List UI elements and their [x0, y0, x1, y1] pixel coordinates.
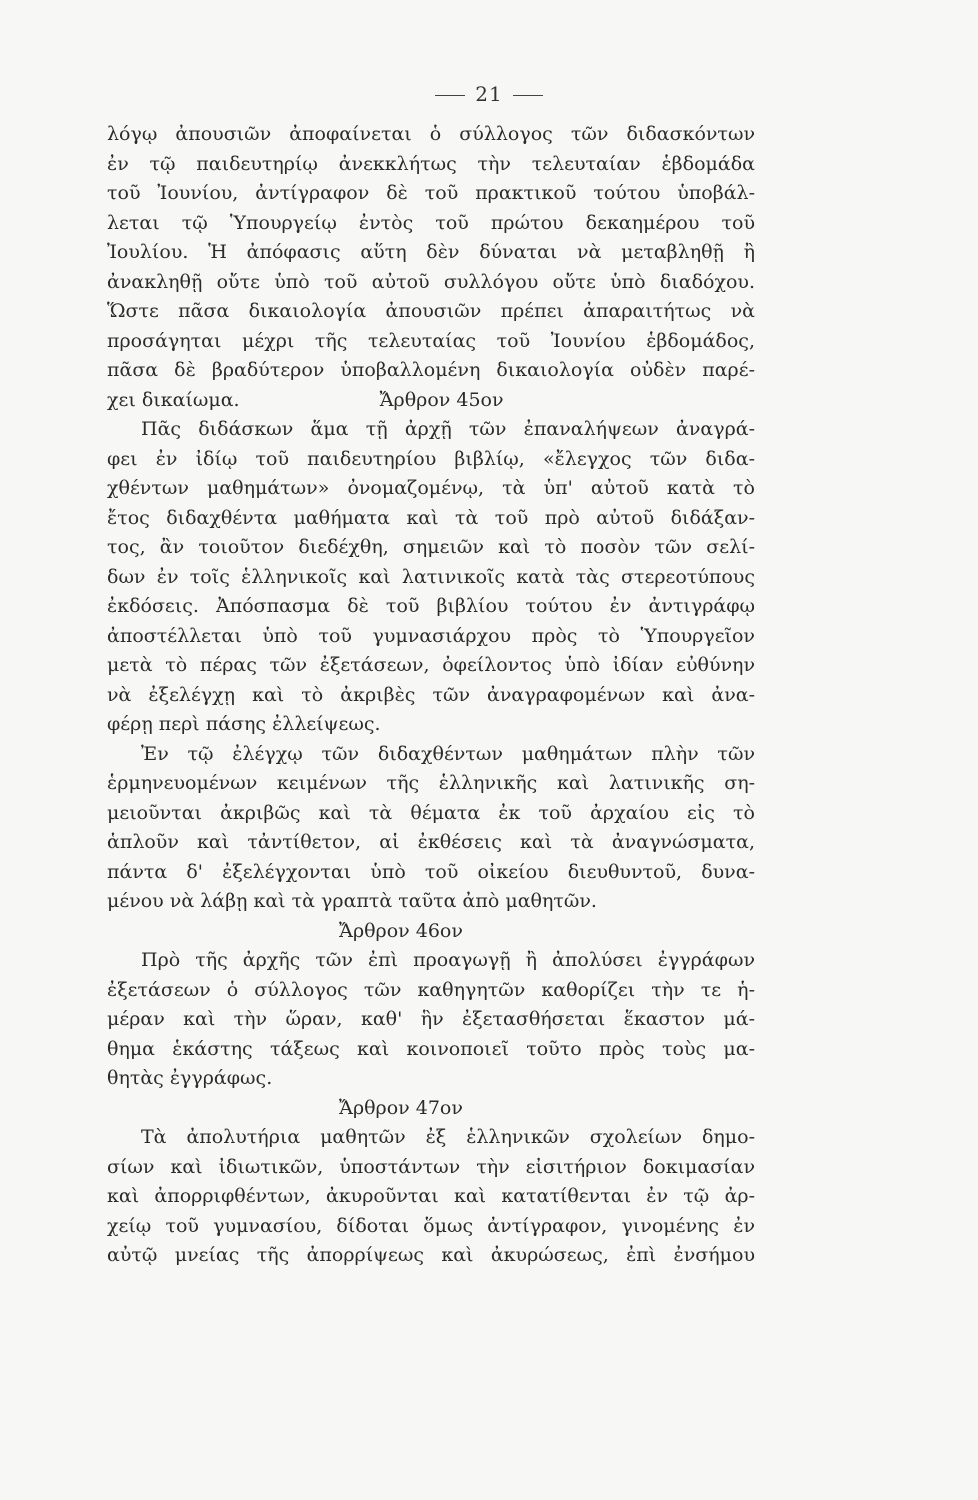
text-line: τος, ἂν τοιοῦτον διεδέχθη, σημειῶν καὶ τὸ ποσὸν τῶν σελί- — [107, 536, 755, 558]
text-line: πᾶσα δὲ βραδύτερον ὑποβαλλομένη δικαιολογία οὐδὲν παρέ- — [107, 359, 755, 381]
text-line: ἐξετάσεων ὁ σύλλογος τῶν καθηγητῶν καθορίζει τὴν τε ἡ- — [107, 978, 755, 1001]
text-line: μετὰ τὸ πέρας τῶν ἐξετάσεων, ὀφείλοντος ὑπὸ ἰδίαν εὐθύνην — [107, 654, 755, 676]
article-heading-47: Ἄρθρον 47ον — [339, 1096, 463, 1119]
text-line: φει ἐν ἰδίῳ τοῦ παιδευτηρίου βιβλίῳ, «ἔλεγχος τῶν διδα- — [107, 447, 755, 470]
text-line: θητὰς ἐγγράφως. — [107, 1067, 273, 1089]
text-line: χείῳ τοῦ γυμνασίου, δίδοται ὅμως ἀντίγραφον, γινομένης ἐν — [107, 1214, 755, 1237]
text-line: χθέντων μαθημάτων» ὀνομαζομένῳ, τὰ ὑπ' αὐτοῦ κατὰ τὸ — [107, 477, 755, 499]
page-number-text: 21 — [475, 82, 503, 106]
text-line: ἐν τῷ παιδευτηρίῳ ἀνεκκλήτως τὴν τελευταίαν ἑβδομάδα — [107, 152, 755, 175]
text-line: λόγῳ ἀπουσιῶν ἀποφαίνεται ὁ σύλλογος τῶν διδασκόντων — [107, 123, 755, 145]
text-line: Πᾶς διδάσκων ἅμα τῇ ἀρχῇ τῶν ἐπαναλήψεων ἀναγρά- — [141, 418, 755, 440]
dash-right — [513, 95, 543, 96]
body-text — [107, 120, 755, 1271]
text-line: Τὰ ἀπολυτήρια μαθητῶν ἐξ ἑλληνικῶν σχολείων δημο- — [141, 1126, 755, 1148]
text-line: ἁπλοῦν καὶ τἀντίθετον, αἱ ἐκθέσεις καὶ τὰ ἀναγνώσματα, — [107, 831, 755, 853]
article-heading-46: Ἄρθρον 46ον — [339, 919, 463, 942]
text-line: νὰ ἐξελέγχῃ καὶ τὸ ἀκριβὲς τῶν ἀναγραφομένων καὶ ἀνα- — [107, 683, 755, 706]
text-line: ἑρμηνευομένων κειμένων τῆς ἑλληνικῆς καὶ λατινικῆς ση- — [107, 772, 755, 794]
article-heading-45: Ἄρθρον 45ον — [379, 388, 504, 411]
text-line: θημα ἑκάστης τάξεως καὶ κοινοποιεῖ τοῦτο πρὸς τοὺς μα- — [107, 1037, 755, 1060]
text-line: ἐκδόσεις. Ἀπόσπασμα δὲ τοῦ βιβλίου τούτου ἐν ἀντιγράφῳ — [107, 595, 755, 617]
text-line-end: χει δικαίωμα. — [107, 388, 240, 411]
text-line: ἀνακληθῇ οὔτε ὑπὸ τοῦ αὐτοῦ συλλόγου οὔτε ὑπὸ διαδόχου. — [107, 270, 755, 293]
text-line: μένου νὰ λάβῃ καὶ τὰ γραπτὰ ταῦτα ἀπὸ μαθητῶν. — [107, 890, 597, 912]
text-line: πάντα δ' ἐξελέγχονται ὑπὸ τοῦ οἰκείου διευθυντοῦ, δυνα- — [107, 860, 755, 883]
text-line: ἀποστέλλεται ὑπὸ τοῦ γυμνασιάρχου πρὸς τὸ Ὑπουργεῖον — [107, 624, 755, 647]
text-line: δων ἐν τοῖς ἑλληνικοῖς καὶ λατινικοῖς κατὰ τὰς στερεοτύπους — [107, 565, 755, 588]
text-line: Ἐν τῷ ἐλέγχῳ τῶν διδαχθέντων μαθημάτων πλὴν τῶν — [141, 742, 755, 765]
text-line-with-heading — [107, 386, 755, 416]
text-line: μειοῦνται ἀκριβῶς καὶ τὰ θέματα ἐκ τοῦ ἀρχαίου εἰς τὸ — [107, 801, 755, 824]
text-line: Ἰουλίου. Ἡ ἀπόφασις αὕτη δὲν δύναται νὰ μεταβληθῇ ἢ — [107, 241, 755, 263]
page-number — [0, 82, 978, 106]
text-line: Ὥστε πᾶσα δικαιολογία ἀπουσιῶν πρέπει ἀπαραιτήτως νὰ — [107, 300, 755, 322]
text-line: φέρῃ περὶ πάσης ἐλλείψεως. — [107, 713, 381, 735]
text-line: σίων καὶ ἰδιωτικῶν, ὑποστάντων τὴν εἰσιτήριον δοκιμασίαν — [107, 1155, 755, 1178]
text-line: καὶ ἀπορριφθέντων, ἀκυροῦνται καὶ κατατίθενται ἐν τῷ ἀρ- — [107, 1185, 755, 1207]
text-line: προσάγηται μέχρι τῆς τελευταίας τοῦ Ἰουνίου ἑβδομάδος, — [107, 329, 755, 352]
dash-left — [435, 95, 465, 96]
text-line: λεται τῷ Ὑπουργείῳ ἐντὸς τοῦ πρώτου δεκαημέρου τοῦ — [107, 211, 755, 234]
text-line: αὐτῷ μνείας τῆς ἀπορρίψεως καὶ ἀκυρώσεως, ἐπὶ ἐνσήμου — [107, 1244, 755, 1266]
text-line: ἔτος διδαχθέντα μαθήματα καὶ τὰ τοῦ πρὸ αὐτοῦ διδάξαν- — [107, 506, 755, 529]
text-line: μέραν καὶ τὴν ὥραν, καθ' ἣν ἐξετασθήσεται ἕκαστον μά- — [107, 1008, 755, 1030]
text-line: Πρὸ τῆς ἀρχῆς τῶν ἐπὶ προαγωγῇ ἢ ἀπολύσει ἐγγράφων — [141, 949, 755, 971]
text-line: τοῦ Ἰουνίου, ἀντίγραφον δὲ τοῦ πρακτικοῦ τούτου ὑποβάλ- — [107, 182, 755, 204]
